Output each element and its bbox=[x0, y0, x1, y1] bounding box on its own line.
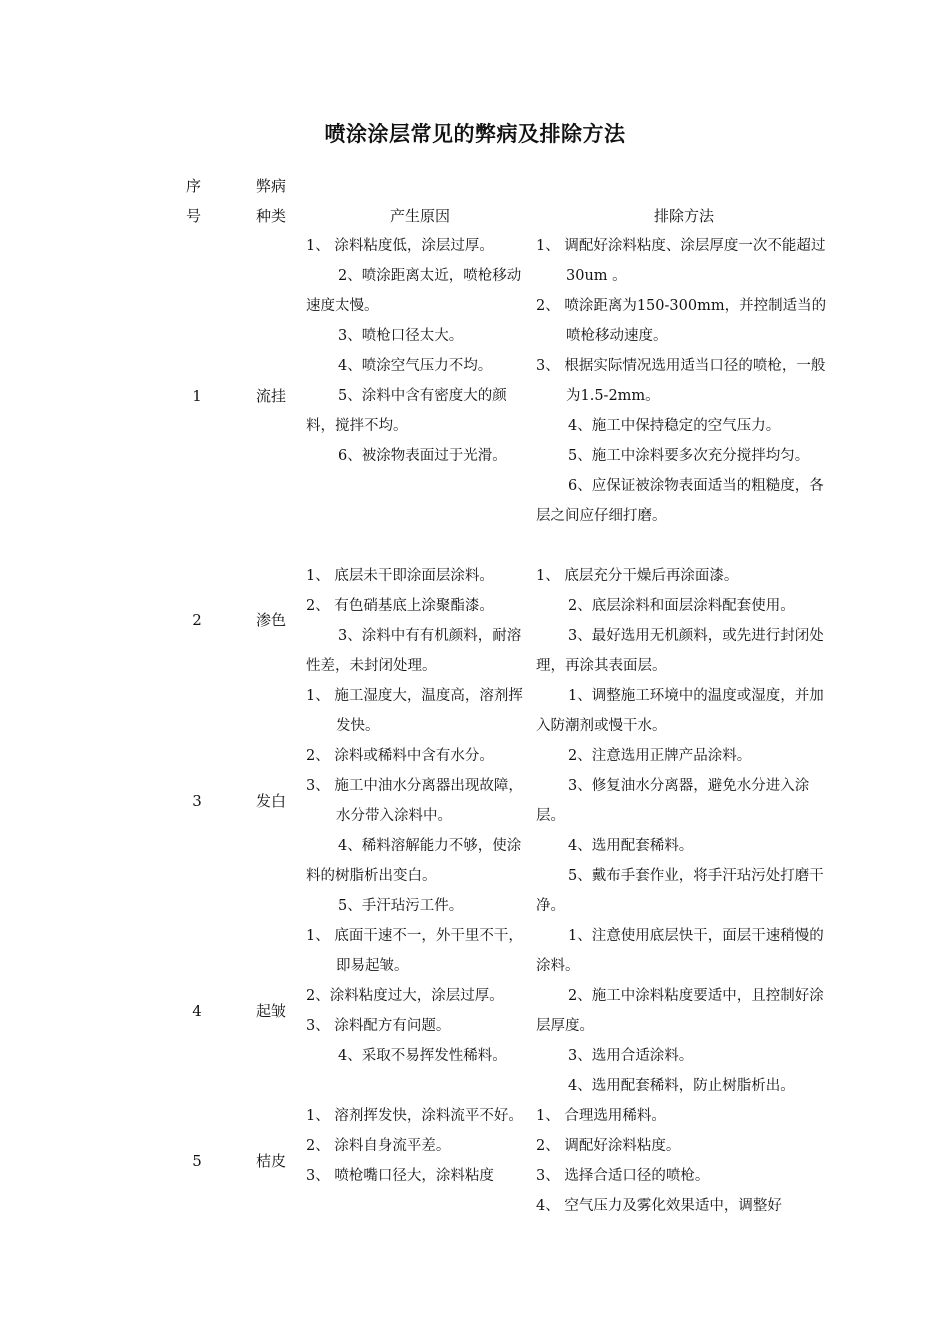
defect-type: 桔皮 bbox=[256, 1152, 287, 1170]
defect-type: 渗色 bbox=[256, 611, 287, 629]
fix-item: 6、应保证被涂物表面适当的粗糙度，各层之间应仔细打磨。 bbox=[536, 478, 824, 524]
defect-type: 发白 bbox=[256, 792, 287, 810]
fix-item: 1、 合理选用稀料。 bbox=[536, 1108, 666, 1124]
page-title: 喷涂涂层常见的弊病及排除方法 bbox=[324, 122, 626, 146]
fix-item: 2、 喷涂距离为150-300mm，并控制适当的喷枪移动速度。 bbox=[536, 298, 827, 344]
row-number: 5 bbox=[192, 1152, 202, 1170]
fix-list bbox=[536, 1101, 832, 1221]
cause-item: 3、 喷枪嘴口径大，涂料粘度 bbox=[306, 1168, 494, 1184]
fix-item: 1、 调配好涂料粘度、涂层厚度一次不能超过30um 。 bbox=[536, 238, 826, 284]
header-cause: 产生原因 bbox=[389, 207, 450, 225]
cause-item: 3、 涂料配方有问题。 bbox=[306, 1018, 451, 1034]
cause-item: 1、 溶剂挥发快，涂料流平不好。 bbox=[306, 1108, 523, 1124]
fix-item: 2、底层涂料和面层涂料配套使用。 bbox=[568, 598, 795, 614]
header-defect-type: 弊病种类 bbox=[256, 177, 287, 225]
header-seq: 序号 bbox=[186, 177, 202, 225]
fix-list bbox=[536, 681, 832, 921]
cause-item: 3、涂料中有有机颜料，耐溶性差，未封闭处理。 bbox=[306, 628, 522, 674]
cause-item: 2、 涂料或稀料中含有水分。 bbox=[306, 748, 494, 764]
fix-item: 4、选用配套稀料，防止树脂析出。 bbox=[568, 1078, 795, 1094]
fix-item: 5、戴布手套作业，将手汗玷污处打磨干净。 bbox=[536, 868, 824, 914]
cause-item: 1、 施工湿度大，温度高，溶剂挥发快。 bbox=[306, 688, 523, 734]
fix-item: 4、选用配套稀料。 bbox=[568, 838, 694, 854]
cause-item: 4、喷涂空气压力不均。 bbox=[338, 358, 493, 374]
fix-item: 3、最好选用无机颜料，或先进行封闭处理，再涂其表面层。 bbox=[536, 628, 824, 674]
fix-list bbox=[536, 921, 832, 1101]
fix-item: 2、 调配好涂料粘度。 bbox=[536, 1138, 681, 1154]
fix-item: 5、施工中涂料要多次充分搅拌均匀。 bbox=[568, 448, 810, 464]
fix-item: 3、 选择合适口径的喷枪。 bbox=[536, 1168, 710, 1184]
cause-item: 1、 底层未干即涂面层涂料。 bbox=[306, 568, 494, 584]
cause-item: 3、 施工中油水分离器出现故障，水分带入涂料中。 bbox=[306, 778, 523, 824]
fix-item: 4、 空气压力及雾化效果适中，调整好 bbox=[536, 1198, 782, 1214]
cause-list bbox=[306, 1101, 526, 1191]
fix-item: 1、 底层充分干燥后再涂面漆。 bbox=[536, 568, 739, 584]
row-number: 1 bbox=[192, 387, 202, 405]
cause-item: 2、 有色硝基底上涂聚酯漆。 bbox=[306, 598, 494, 614]
cause-list bbox=[306, 921, 526, 1071]
fix-item: 3、 根据实际情况选用适当口径的喷枪，一般为1.5-2mm。 bbox=[536, 358, 826, 404]
fix-item: 1、注意使用底层快干，面层干速稍慢的涂料。 bbox=[536, 928, 824, 974]
cause-item: 5、涂料中含有密度大的颜料，搅拌不均。 bbox=[306, 388, 507, 434]
fix-item: 3、修复油水分离器，避免水分进入涂层。 bbox=[536, 778, 810, 824]
fix-list bbox=[536, 561, 832, 681]
fix-item: 1、调整施工环境中的温度或湿度，并加入防潮剂或慢干水。 bbox=[536, 688, 824, 734]
cause-item: 1、 底面干速不一，外干里不干，即易起皱。 bbox=[306, 928, 523, 974]
row-number: 2 bbox=[192, 611, 202, 629]
fix-list bbox=[536, 231, 832, 531]
cause-item: 2、喷涂距离太近，喷枪移动速度太慢。 bbox=[306, 268, 522, 314]
cause-item: 4、稀料溶解能力不够，使涂料的树脂析出变白。 bbox=[306, 838, 522, 884]
row-number: 4 bbox=[192, 1002, 202, 1020]
header-fix: 排除方法 bbox=[653, 207, 714, 225]
fix-item: 4、施工中保持稳定的空气压力。 bbox=[568, 418, 781, 434]
fix-item: 3、选用合适涂料。 bbox=[568, 1048, 694, 1064]
cause-item: 4、采取不易挥发性稀料。 bbox=[338, 1048, 507, 1064]
cause-list bbox=[306, 681, 526, 921]
fix-item: 2、施工中涂料粘度要适中，且控制好涂层厚度。 bbox=[536, 988, 824, 1034]
defect-type: 流挂 bbox=[256, 387, 287, 405]
cause-item: 2、 涂料自身流平差。 bbox=[306, 1138, 451, 1154]
row-number: 3 bbox=[192, 792, 202, 810]
cause-item: 5、手汗玷污工件。 bbox=[338, 898, 464, 914]
cause-list bbox=[306, 561, 526, 681]
fix-item: 2、注意选用正牌产品涂料。 bbox=[568, 748, 752, 764]
cause-item: 2、涂料粘度过大，涂层过厚。 bbox=[306, 988, 504, 1004]
cause-item: 6、被涂物表面过于光滑。 bbox=[338, 448, 507, 464]
cause-item: 1、 涂料粘度低，涂层过厚。 bbox=[306, 238, 494, 254]
cause-list bbox=[306, 231, 526, 471]
cause-item: 3、喷枪口径太大。 bbox=[338, 328, 464, 344]
defect-type: 起皱 bbox=[256, 1002, 287, 1020]
